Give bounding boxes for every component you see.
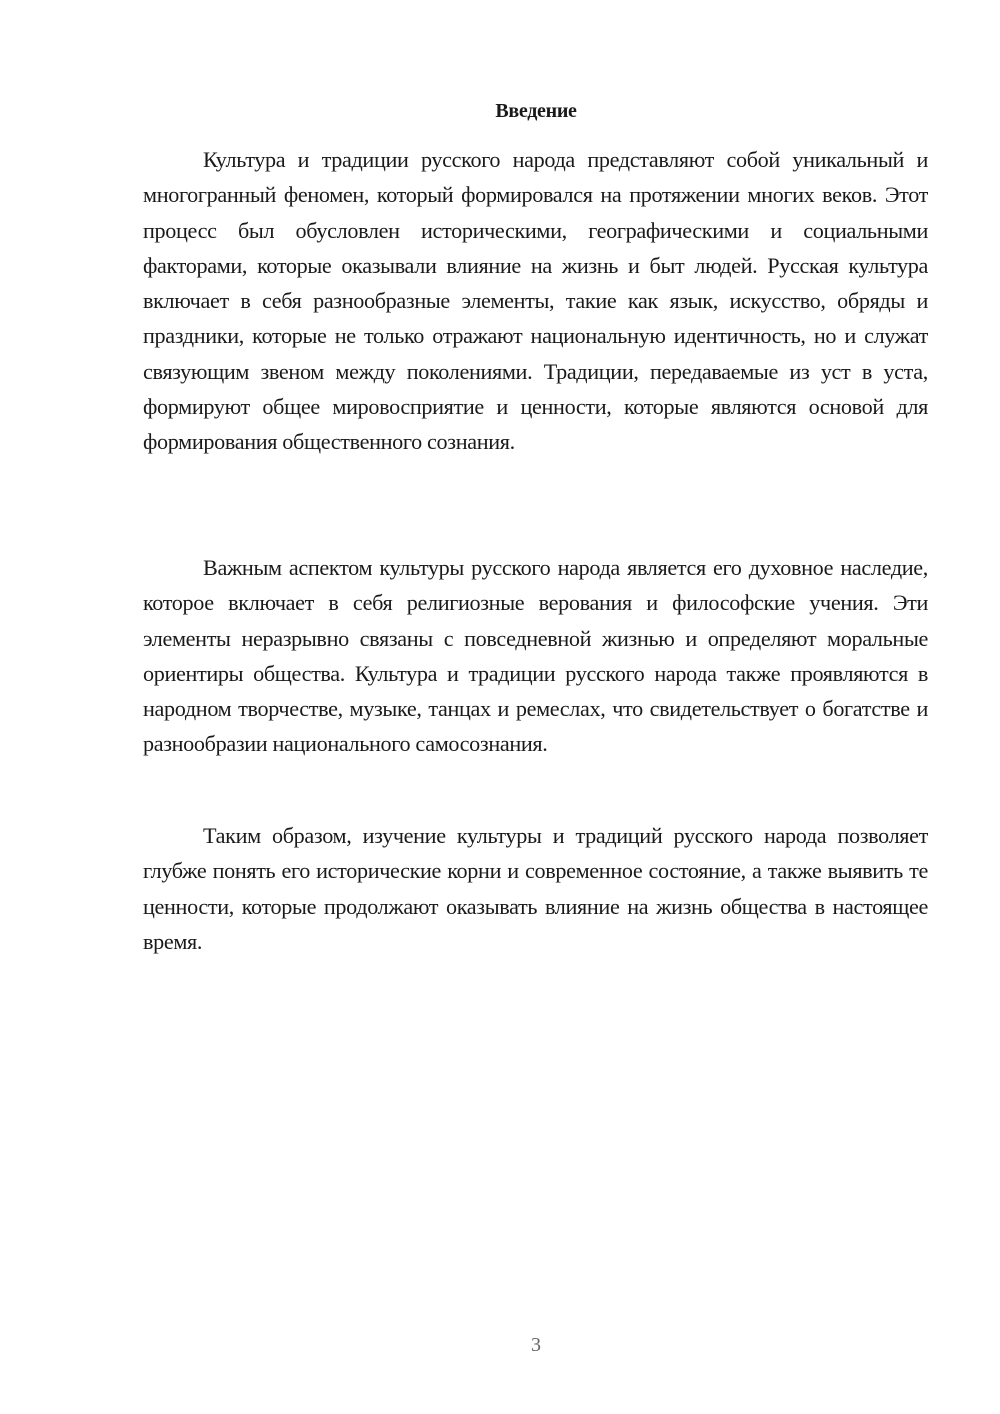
page-number: 3: [531, 1334, 541, 1356]
paragraph-1: Культура и традиции русского народа представляют собой уникальный и многогранный феномен, который формировался на протяжении многих веков. Этот процесс был обусловлен историческими, географическими и социальными факторами, которые оказывали влияние на жизнь и быт людей. Русская культура включает в себя разнообразные элементы, такие как язык, искусство, обряды и праздники, которые не только отражают национальную идентичность, но и служат связующим звеном между поколениями. Традиции, передаваемые из уст в уста, формируют общее мировосприятие и ценности, которые являются основой для формирования общественного сознания.: [143, 147, 928, 455]
paragraph-2: Важным аспектом культуры русского народа является его духовное наследие, которое включает в себя религиозные верования и философские учения. Эти элементы неразрывно связаны с повседневной жизнью и определяют моральные ориентиры общества. Культура и традиции русского народа также проявляются в народном творчестве, музыке, танцах и ремеслах, что свидетельствует о богатстве и разнообразии национального самосознания.: [143, 555, 928, 757]
section-heading: Введение: [495, 100, 577, 122]
paragraph-3: Таким образом, изучение культуры и традиций русского народа позволяет глубже понять его исторические корни и современное состояние, а также выявить те ценности, которые продолжают оказывать влияние на жизнь общества в настоящее время.: [143, 823, 928, 954]
